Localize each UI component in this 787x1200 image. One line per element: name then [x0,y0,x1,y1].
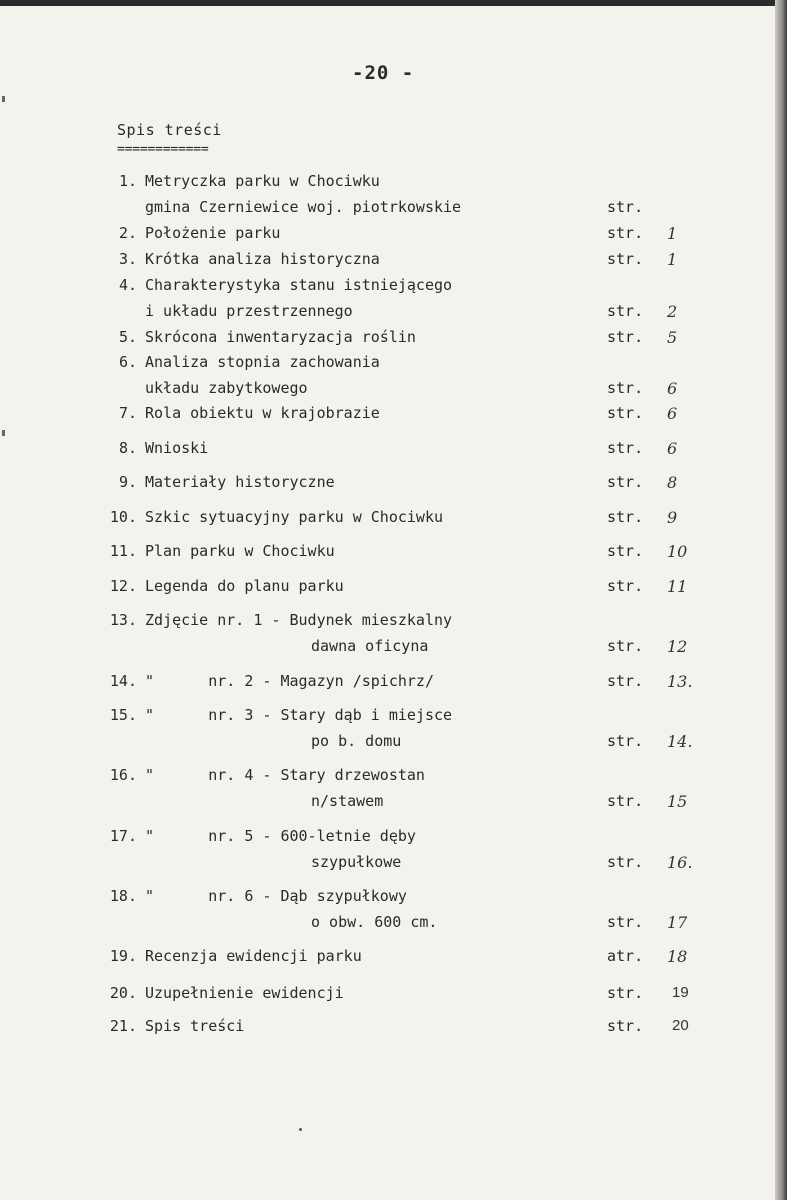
toc-entry-page-label: str. [607,542,644,560]
toc-entry-number: 2. [118,224,137,242]
toc-entry-page-number: 17 [667,913,688,932]
toc-entry [0,672,787,694]
toc-entry [0,172,787,194]
toc-entry-page-label: str. [607,508,644,526]
toc-entry-page-number: 6 [667,439,678,458]
toc-entry-number: 18. [109,887,137,905]
toc-heading-underline: ============ [117,142,209,157]
toc-entry-title: " nr. 3 - Stary dąb i miejsce [145,706,453,724]
toc-entry-title: Materiały historyczne [145,473,335,491]
toc-entry-page-label: str. [607,302,644,320]
toc-entry-title: Szkic sytuacyjny parku w Chociwku [145,508,444,526]
toc-entry [0,706,787,728]
toc-entry-title: Charakterystyka stanu istniejącego [145,276,453,294]
toc-entry-title: Recenzja ewidencji parku [145,947,362,965]
toc-entry-page-label: str. [607,913,644,931]
toc-entry-title: Rola obiektu w krajobrazie [145,404,380,422]
toc-entry-page-label: str. [607,439,644,457]
toc-entry-page-number: 14. [667,732,693,751]
toc-entry-page-number: 12 [667,637,688,656]
toc-entry-page-label: str. [607,473,644,491]
toc-entry-title: i układu przestrzennego [145,302,353,320]
toc-entry-page-label: str. [607,404,644,422]
toc-entry-title: Skrócona inwentaryzacja roślin [145,328,416,346]
toc-heading: Spis treści [117,121,222,139]
toc-entry-page-number: 2 [667,302,678,321]
toc-entry [0,827,787,849]
toc-entry-title: " nr. 5 - 600-letnie dęby [145,827,416,845]
toc-entry-number: 21. [109,1017,137,1035]
scan-top-edge [0,0,787,6]
toc-entry-page-number: 15 [667,792,688,811]
toc-entry [0,473,787,495]
toc-entry-page-label: str. [607,792,644,810]
toc-entry-page-label: str. [607,672,644,690]
toc-entry-page-number: 6 [667,379,678,398]
paper-speck [299,1128,302,1131]
toc-entry-page-number: 18 [667,947,688,966]
toc-entry [0,984,787,1006]
page-number: -20 - [352,62,415,84]
toc-entry-page-label: atr. [607,947,644,965]
toc-entry-title: Położenie parku [145,224,281,242]
toc-entry-number: 3. [118,250,137,268]
toc-entry-title: n/stawem [311,792,384,810]
toc-entry-number: 6. [118,353,137,371]
toc-entry-page-label: str. [607,224,644,242]
toc-entry-number: 14. [109,672,137,690]
toc-entry [0,732,787,754]
toc-entry [0,792,787,814]
toc-entry-page-label: str. [607,379,644,397]
toc-entry [0,439,787,461]
toc-entry [0,766,787,788]
toc-entry [0,276,787,298]
scan-mark [2,430,5,436]
toc-entry-title: " nr. 4 - Stary drzewostan [145,766,425,784]
toc-entry [0,508,787,530]
toc-entry-number: 4. [118,276,137,294]
toc-entry [0,224,787,246]
toc-entry-page-number: 10 [667,542,688,561]
toc-entry [0,302,787,324]
toc-entry-title: szypułkowe [311,853,402,871]
toc-entry-page-label: str. [607,1017,644,1035]
toc-entry-number: 9. [118,473,137,491]
toc-entry-title: " nr. 6 - Dąb szypułkowy [145,887,407,905]
toc-entry [0,611,787,633]
toc-entry-number: 12. [109,577,137,595]
toc-entry-title: Zdjęcie nr. 1 - Budynek mieszkalny [145,611,453,629]
toc-entry-number: 17. [109,827,137,845]
toc-entry-number: 5. [118,328,137,346]
toc-entry-title: Legenda do planu parku [145,577,344,595]
toc-entry-page-number: 5 [667,328,678,347]
toc-entry [0,887,787,909]
toc-entry-number: 7. [118,404,137,422]
toc-entry-title: " nr. 2 - Magazyn /spichrz/ [145,672,434,690]
toc-entry-page-number: 11 [667,577,688,596]
toc-entry-page-label: str. [607,577,644,595]
toc-entry-page-number: 19 [672,984,689,1001]
toc-entry [0,250,787,272]
toc-entry [0,542,787,564]
toc-entry-number: 10. [109,508,137,526]
toc-entry-title: po b. domu [311,732,402,750]
toc-entry-number: 15. [109,706,137,724]
toc-entry-page-number: 9 [667,508,678,527]
toc-entry-page-label: str. [607,198,644,216]
toc-entry-title: dawna oficyna [311,637,429,655]
toc-entry-page-number: 1 [667,224,678,243]
toc-entry [0,637,787,659]
toc-entry [0,577,787,599]
toc-entry [0,379,787,401]
toc-entry-page-number: 16. [667,853,693,872]
toc-entry-title: Analiza stopnia zachowania [145,353,380,371]
toc-entry-number: 8. [118,439,137,457]
toc-entry-number: 19. [109,947,137,965]
toc-entry-page-label: str. [607,732,644,750]
toc-entry-page-number: 8 [667,473,678,492]
toc-entry-title: układu zabytkowego [145,379,308,397]
toc-entry-title: Krótka analiza historyczna [145,250,380,268]
toc-entry-page-label: str. [607,853,644,871]
toc-entry [0,328,787,350]
toc-entry-number: 1. [118,172,137,190]
toc-entry-page-label: str. [607,250,644,268]
scan-mark [2,96,5,102]
toc-entry [0,853,787,875]
toc-entry-page-number: 13. [667,672,693,691]
toc-entry-title: gmina Czerniewice woj. piotrkowskie [145,198,462,216]
toc-entry-page-label: str. [607,637,644,655]
toc-entry-title: o obw. 600 cm. [311,913,438,931]
toc-entry-title: Metryczka parku w Chociwku [145,172,380,190]
toc-entry-page-label: str. [607,328,644,346]
toc-entry [0,198,787,220]
toc-entry-number: 13. [109,611,137,629]
toc-entry-page-number: 1 [667,250,678,269]
toc-entry-number: 16. [109,766,137,784]
toc-entry [0,913,787,935]
toc-entry-title: Wnioski [145,439,209,457]
toc-entry-number: 20. [109,984,137,1002]
toc-entry-page-number: 6 [667,404,678,423]
toc-entry-page-label: str. [607,984,644,1002]
toc-entry [0,353,787,375]
toc-entry-number: 11. [109,542,137,560]
toc-entry-title: Uzupełnienie ewidencji [145,984,344,1002]
toc-entry [0,1017,787,1039]
toc-entry [0,947,787,969]
toc-entry-title: Plan parku w Chociwku [145,542,335,560]
toc-entry-page-number: 20 [672,1017,689,1034]
toc-entry-title: Spis treści [145,1017,245,1035]
toc-entry [0,404,787,426]
